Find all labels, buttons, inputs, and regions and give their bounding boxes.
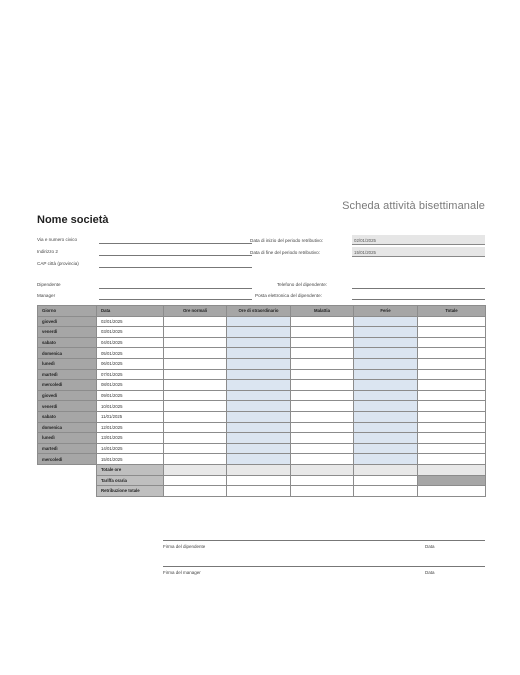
sick-cell[interactable] [291,401,354,412]
regular-hours-cell[interactable] [164,401,227,412]
overtime-cell[interactable] [227,348,291,359]
manager-field[interactable] [37,290,252,300]
manager-line [99,299,252,300]
date-cell: 03/01/2025 [97,327,164,338]
vacation-cell[interactable] [354,327,418,338]
date-cell: 12/01/2025 [97,422,164,433]
total-cell [418,337,486,348]
hourly-rate-label: Tariffa oraria [97,475,164,486]
table-row [38,380,486,391]
total-regular-cell [164,464,227,475]
date-cell: 04/01/2025 [97,337,164,348]
vacation-cell[interactable] [354,348,418,359]
table-row [38,390,486,401]
regular-hours-cell[interactable] [164,358,227,369]
overtime-cell[interactable] [227,422,291,433]
date-cell: 14/01/2025 [97,443,164,454]
table-row [38,327,486,338]
vacation-cell[interactable] [354,316,418,327]
overtime-cell[interactable] [227,411,291,422]
rate-sick-cell[interactable] [291,475,354,486]
col-header-sick: Malattia [291,306,354,317]
overtime-cell[interactable] [227,337,291,348]
sick-cell[interactable] [291,369,354,380]
table-header-row [38,306,486,317]
day-cell: martedì [38,369,97,380]
day-cell: giovedì [38,390,97,401]
vacation-cell[interactable] [354,422,418,433]
pay-overtime-cell [227,486,291,497]
sick-cell[interactable] [291,348,354,359]
manager-signature-date-label: Data [425,570,435,575]
date-cell: 06/01/2025 [97,358,164,369]
sick-cell[interactable] [291,443,354,454]
total-cell [418,348,486,359]
employee-signature-label: Firma del dipendente [163,544,206,549]
regular-hours-cell[interactable] [164,433,227,444]
day-cell: martedì [38,443,97,454]
table-row [38,433,486,444]
date-cell: 11/01/2025 [97,411,164,422]
day-cell: sabato [38,337,97,348]
vacation-cell[interactable] [354,358,418,369]
period-end-value: 15/01/2025 [354,250,376,255]
period-start-value: 02/01/2025 [354,238,376,243]
employee-field[interactable] [37,279,252,289]
overtime-cell[interactable] [227,433,291,444]
total-overtime-cell [227,464,291,475]
employee-email-label: Posta elettronica del dipendente: [255,293,322,298]
sick-cell[interactable] [291,316,354,327]
employee-phone-line [352,288,485,289]
employee-email-line [352,299,485,300]
col-header-regular-hours: Ore normali [164,306,227,317]
vacation-cell[interactable] [354,401,418,412]
total-cell [418,401,486,412]
overtime-cell[interactable] [227,443,291,454]
city-label: CAP città (provincia) [37,261,79,266]
rate-vacation-cell[interactable] [354,475,418,486]
pay-regular-cell [164,486,227,497]
col-header-overtime: Ore di straordinario [227,306,291,317]
day-cell: domenica [38,348,97,359]
period-start-field[interactable] [250,235,485,245]
date-cell: 02/01/2025 [97,316,164,327]
total-cell [418,454,486,465]
regular-hours-cell[interactable] [164,316,227,327]
total-cell [418,411,486,422]
vacation-cell[interactable] [354,337,418,348]
total-pay-row [38,486,486,497]
sick-cell[interactable] [291,433,354,444]
overtime-cell[interactable] [227,454,291,465]
col-header-total: Totale [418,306,486,317]
vacation-cell[interactable] [354,369,418,380]
regular-hours-cell[interactable] [164,369,227,380]
day-cell: domenica [38,422,97,433]
table-row [38,443,486,454]
timesheet-table [37,305,486,497]
address2-field[interactable] [37,246,252,256]
total-sick-cell [291,464,354,475]
overtime-cell[interactable] [227,401,291,412]
sick-cell[interactable] [291,358,354,369]
street-line [99,243,252,244]
total-cell [418,369,486,380]
vacation-cell[interactable] [354,380,418,391]
regular-hours-cell[interactable] [164,380,227,391]
total-cell [418,327,486,338]
overtime-cell[interactable] [227,358,291,369]
table-row [38,316,486,327]
date-cell: 05/01/2025 [97,348,164,359]
overtime-cell[interactable] [227,369,291,380]
table-row [38,454,486,465]
table-row [38,358,486,369]
address2-line [99,255,252,256]
employee-signature-line[interactable] [163,540,485,551]
day-cell: venerdì [38,327,97,338]
vacation-cell[interactable] [354,390,418,401]
overtime-cell[interactable] [227,316,291,327]
total-total-cell [418,464,486,475]
vacation-cell[interactable] [354,443,418,454]
total-cell [418,380,486,391]
date-cell: 09/01/2025 [97,390,164,401]
date-cell: 13/01/2025 [97,433,164,444]
regular-hours-cell[interactable] [164,390,227,401]
day-cell: mercoledì [38,454,97,465]
date-cell: 10/01/2025 [97,401,164,412]
table-row [38,337,486,348]
manager-signature-line[interactable] [163,566,485,577]
sick-cell[interactable] [291,454,354,465]
regular-hours-cell[interactable] [164,454,227,465]
rate-total-cell [418,475,486,486]
table-row [38,348,486,359]
sick-cell[interactable] [291,327,354,338]
total-cell [418,443,486,454]
col-header-day: Giorno [38,306,97,317]
employee-signature-date-label: Data [425,544,435,549]
employee-label: Dipendente [37,282,61,287]
regular-hours-cell[interactable] [164,422,227,433]
regular-hours-cell[interactable] [164,327,227,338]
day-cell: giovedì [38,316,97,327]
document-title: Scheda attività bisettimanale [342,200,485,212]
total-cell [418,358,486,369]
col-header-date: Data [97,306,164,317]
blank-cell [38,464,97,475]
date-cell: 08/01/2025 [97,380,164,391]
sick-cell[interactable] [291,411,354,422]
day-cell: sabato [38,411,97,422]
period-start-label: Data di inizio del periodo retributivo: [250,238,324,243]
date-cell: 15/01/2025 [97,454,164,465]
overtime-cell[interactable] [227,390,291,401]
regular-hours-cell[interactable] [164,337,227,348]
city-line [99,267,252,268]
street-field[interactable] [37,234,252,244]
day-cell: venerdì [38,401,97,412]
manager-label: Manager [37,293,56,298]
col-header-vacation: Ferie [354,306,418,317]
company-name: Nome società [37,214,109,226]
vacation-cell[interactable] [354,411,418,422]
city-field[interactable] [37,258,252,268]
pay-sick-cell [291,486,354,497]
total-cell [418,422,486,433]
period-end-field[interactable] [250,247,485,257]
employee-line [99,288,252,289]
sick-cell[interactable] [291,422,354,433]
vacation-cell[interactable] [354,433,418,444]
rate-regular-cell[interactable] [164,475,227,486]
day-cell: mercoledì [38,380,97,391]
hourly-rate-row [38,475,486,486]
vacation-cell[interactable] [354,454,418,465]
pay-vacation-cell [354,486,418,497]
table-row [38,411,486,422]
total-vacation-cell [354,464,418,475]
address2-label: Indirizzo 2 [37,249,58,254]
table-row [38,422,486,433]
total-hours-row [38,464,486,475]
total-pay-label: Retribuzione totale [97,486,164,497]
employee-phone-label: Telefono del dipendente: [277,282,328,287]
employee-email-field[interactable] [250,290,485,300]
date-cell: 07/01/2025 [97,369,164,380]
pay-total-cell [418,486,486,497]
rate-overtime-cell[interactable] [227,475,291,486]
total-cell [418,390,486,401]
overtime-cell[interactable] [227,380,291,391]
sick-cell[interactable] [291,390,354,401]
period-end-label: Data di fine del periodo retributivo: [250,250,320,255]
sick-cell[interactable] [291,380,354,391]
blank-cell [38,475,97,486]
manager-signature-label: Firma del manager [163,570,201,575]
total-cell [418,316,486,327]
day-cell: lunedì [38,433,97,444]
regular-hours-cell[interactable] [164,443,227,454]
total-cell [418,433,486,444]
table-row [38,401,486,412]
day-cell: lunedì [38,358,97,369]
table-row [38,369,486,380]
regular-hours-cell[interactable] [164,348,227,359]
regular-hours-cell[interactable] [164,411,227,422]
total-hours-label: Totale ore [97,464,164,475]
sick-cell[interactable] [291,337,354,348]
street-label: Via e numero civico [37,237,78,242]
blank-cell [38,486,97,497]
overtime-cell[interactable] [227,327,291,338]
employee-phone-field[interactable] [250,279,485,289]
